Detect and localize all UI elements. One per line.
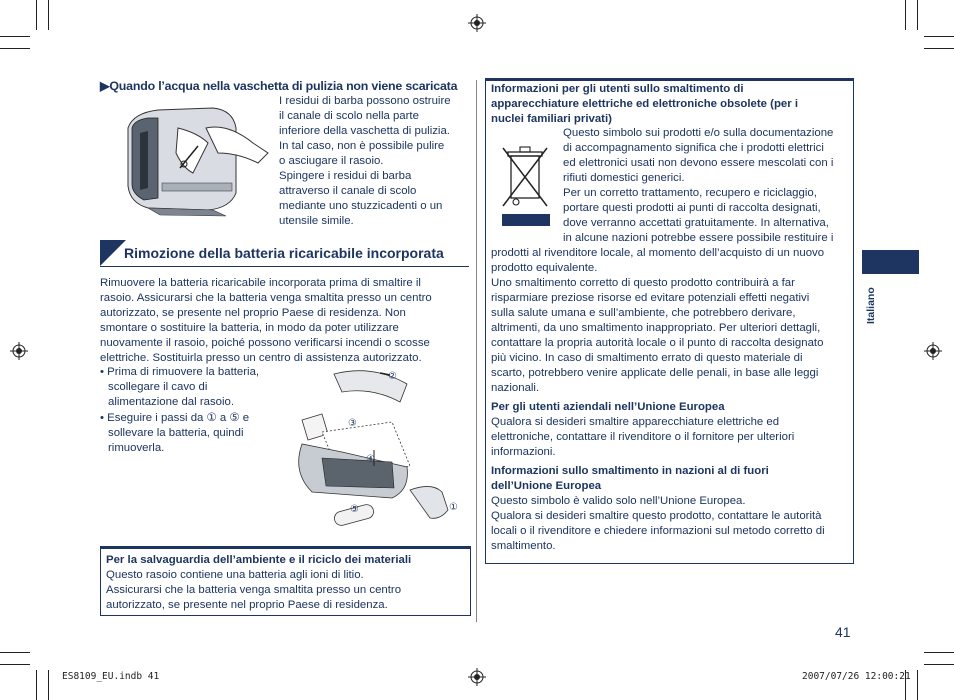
diagram-label-5: ⑤ [350, 504, 359, 515]
registration-mark-icon [468, 668, 486, 686]
footer-file-info: ES8109_EU.indb 41 [62, 671, 160, 682]
diagram-label-4: ④ [366, 454, 375, 465]
battery-section-heading: Rimozione della batteria ricaricabile incorporata [100, 240, 469, 267]
registration-mark-icon [468, 14, 486, 32]
non-eu-text: Questo simbolo è valido solo nell’Unione Europea. Qualora si desideri smaltire questo prodotto, contattare le autorità locali o il rivenditore e chiedere informazioni sul metodo corretto di smaltimento. [491, 495, 825, 552]
shaver-cleaning-illustration [118, 98, 278, 218]
weee-disposal-text: prodotti al rivenditore locale, al momento dell’acquisto di un nuovo prodotto equivalente. Uno smaltimento corretto di questo prodotto contribuirà a far risparmiare preziose risorse ed evitare potenziali effetti negativi sulla salute umana e sull’ambiente, che potrebbero derivare, altrimenti, da uno smaltimento inappropriato. Per ulteriori dettagli, contattare la propria autorità locale o il punto di raccolta designato più vicino. In caso di smaltimento errato di questo materiale di scarto, potrebbero venire applicate delle penali, in base alle leggi nazionali. [491, 247, 825, 394]
business-users-text: Qualora si desideri smaltire apparecchiature elettriche ed elettroniche, contattare il rivenditore o il fornitore per ulteriori informazioni. [491, 416, 795, 458]
registration-mark-icon [10, 342, 28, 360]
non-eu-title: Informazioni sullo smaltimento in nazioni al di fuori dell’Unione Europea [491, 465, 769, 492]
diagram-label-1: ① [449, 502, 458, 513]
business-users-title: Per gli utenti aziendali nell’Unione Europea [491, 401, 725, 413]
water-drain-text: I residui di barba possono ostruire il canale di scolo nella parte inferiore della vaschetta di pulizia. In tal caso, non è possibile pulire o asciugare il rasoio. Spingere i residui di barba attraverso il canale di scolo mediante uno stuzzicadenti o un utensile simile. [279, 95, 451, 227]
environment-text: Questo rasoio contiene una batteria agli ioni di litio. Assicurarsi che la batteria venga smaltita presso un centro autorizzato, se presente nel proprio Paese di residenza. [106, 569, 402, 611]
registration-mark-icon [924, 342, 942, 360]
weee-symbol-text: Questo simbolo sui prodotti e/o sulla documentazione di accompagnamento significa che i prodotti elettrici ed elettronici usati non devono essere mescolati con i rifiuti domestici generici. Per un corretto trattamento, recupero e riciclaggio, portare questi prodotti ai punti di raccolta designati, dove verranno accettati gratuitamente. In alternativa, in alcune nazioni potrebbe essere possibile restituire i [563, 127, 834, 244]
battery-bullet-unplug: • Prima di rimuovere la batteria, scollegare il cavo di alimentazione dal rasoio. [100, 366, 260, 408]
arrow-right-icon: ▶ [100, 79, 110, 93]
battery-bullet-steps: • Eseguire i passi da ① a ⑤ e sollevare la batteria, quindi rimuoverla. [100, 412, 250, 454]
battery-intro-text: Rimuovere la batteria ricaricabile incorporata prima di smaltire il rasoio. Assicurarsi che la batteria venga smaltita presso un centro autorizzato, se presente nel proprio Paese di residenza. Non smontare o sostituire la batteria, in modo da poter utilizzare nuovamente il rasoio, poiché possono verificarsi incendi o scosse elettriche. Sostituirla presso un centro di assistenza autorizzato. [100, 277, 432, 364]
environment-title: Per la salvaguardia dell’ambiente e il riciclo dei materiali [106, 554, 412, 566]
water-drain-title: ▶Quando l’acqua nella vaschetta di pulizia non viene scaricata [100, 79, 458, 93]
diagram-label-3: ③ [348, 418, 357, 429]
footer-timestamp: 2007/07/26 12:00:21 [802, 671, 911, 682]
page-number: 41 [835, 624, 851, 640]
weee-title: Informazioni per gli utenti sullo smaltimento di apparecchiature elettriche ed elettroniche obsolete (per i nuclei familiari privati) [491, 83, 799, 125]
battery-removal-diagram [282, 362, 470, 542]
environment-box [100, 546, 471, 616]
diagram-label-2: ② [388, 371, 397, 382]
language-tab-label: Italiano [865, 287, 877, 324]
weee-bin-icon [500, 142, 552, 228]
language-tab-bar [862, 250, 919, 274]
